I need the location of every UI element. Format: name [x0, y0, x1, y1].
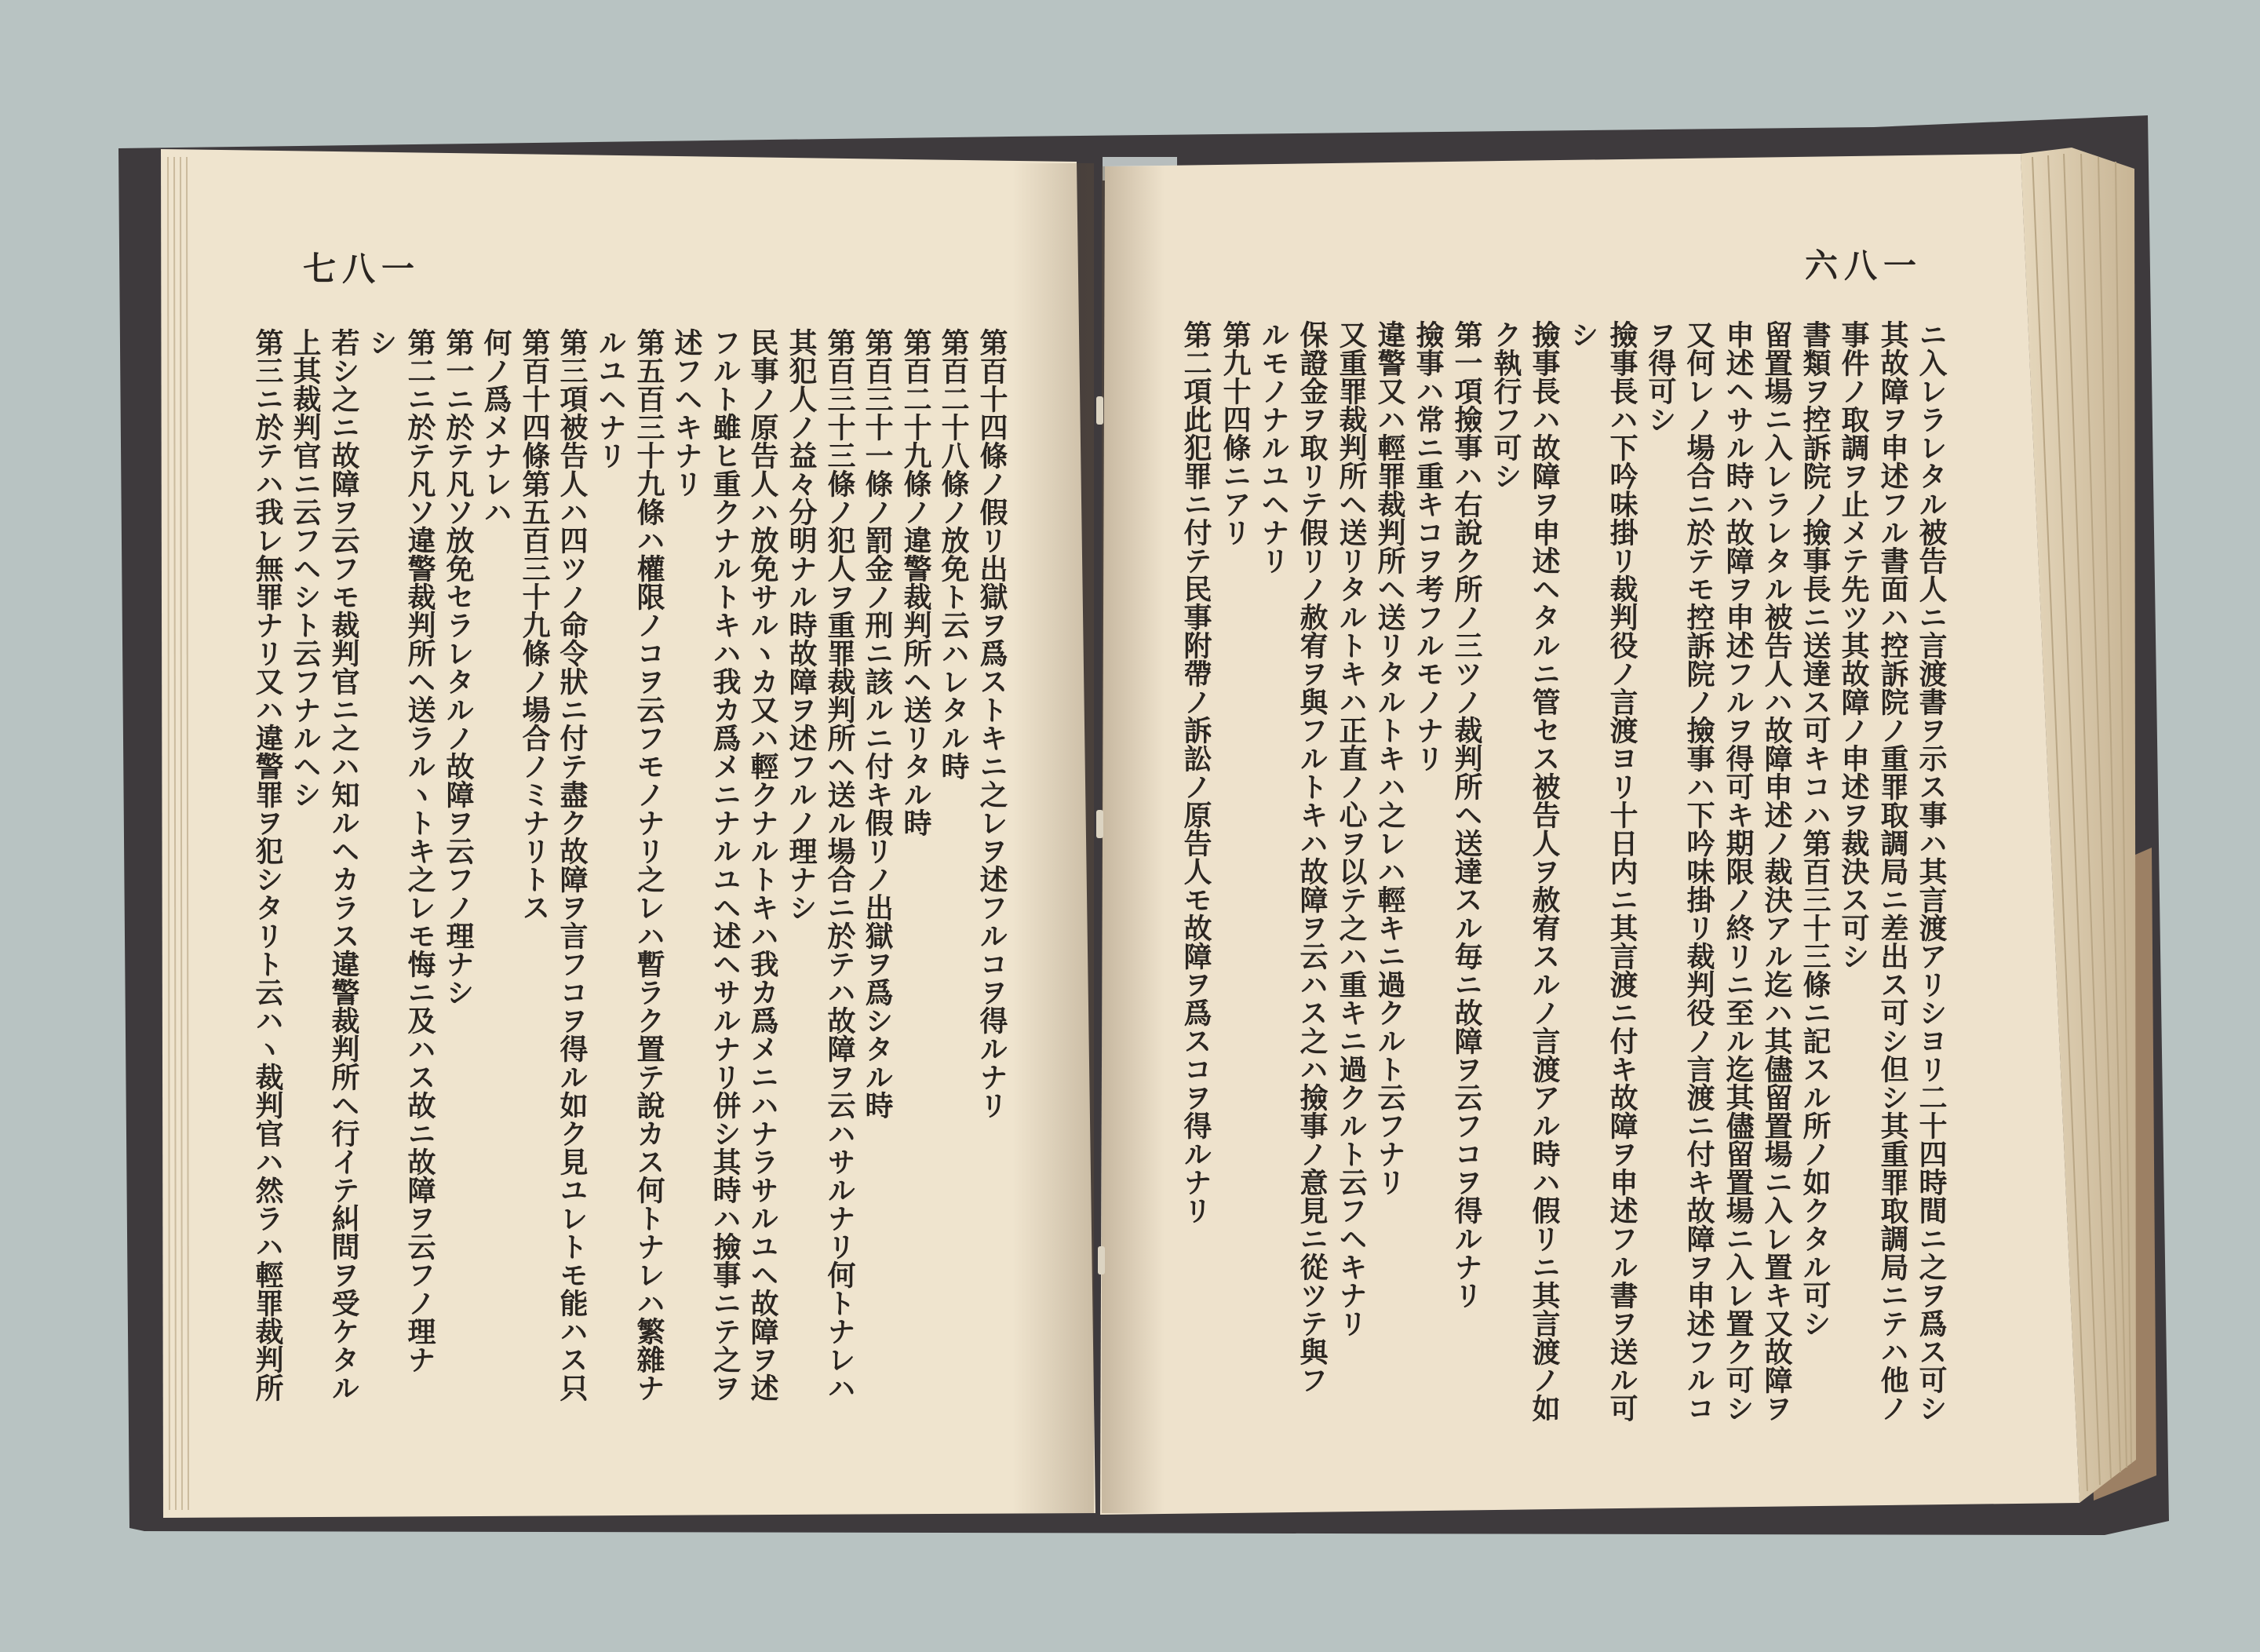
text-column: 上其裁判官ニ云フヘシト云フナルヘシ	[289, 328, 322, 808]
text-column: 撿事長ハ故障ヲ申述ヘタルニ管セス被告人ヲ赦宥スルノ言渡アル時ハ假リニ其言渡ノ如	[1528, 320, 1561, 1422]
text-column: 何ノ爲メナレハ	[479, 328, 512, 526]
text-column: 第二ニ於テ凡ソ違警裁判所ヘ送ラルヽトキ之レモ悔ニ及ハス故ニ故障ヲ云フノ理ナ	[403, 328, 436, 1373]
gutter-shadow-left	[1012, 163, 1094, 1513]
text-column: 第三項被告人ハ四ツノ命令狀ニ付テ盡ク故障ヲ言フコヲ得ル如ク見ユレトモ能ハス只	[556, 328, 589, 1402]
text-column: 述フヘキナリ	[670, 328, 703, 498]
text-column: 第一項撿事ハ右說ク所ノ三ツノ裁判所ヘ送達スル毎ニ故障ヲ云フコヲ得ルナリ	[1450, 320, 1483, 1309]
text-column: 撿事長ハ下吟味掛リ裁判役ノ言渡ヨリ十日内ニ其言渡ニ付キ故障ヲ申述フル書ヲ送ル可	[1606, 320, 1638, 1422]
text-column: 第百二十九條ノ違警裁判所ヘ送リタル時	[899, 328, 932, 837]
text-column: 第二項此犯罪ニ付テ民事附帶ノ訴訟ノ原告人モ故障ヲ爲スコヲ得ルナリ	[1179, 320, 1212, 1224]
text-column: 又重罪裁判所ヘ送リタルトキハ正直ノ心ヲ以テ之ハ重キニ過クルト云フヘキナリ	[1335, 320, 1368, 1337]
text-column: 第百二十八條ノ放免ト云ハレタル時	[937, 328, 970, 780]
text-column: 第百三十三條ノ犯人ヲ重罪裁判所ヘ送ル場合ニ於テハ故障ヲ云ハサルナリ何トナレハ	[823, 328, 856, 1402]
text-column: 其犯人ノ益々分明ナル時故障ヲ述フルノ理ナシ	[785, 328, 818, 921]
binding-stitch	[1096, 396, 1103, 425]
text-column: 事件ノ取調ヲ止メテ先ツ其故障ノ申述ヲ裁決ス可シ	[1837, 320, 1870, 970]
text-column: ルモノナルユヘナリ	[1257, 320, 1290, 574]
text-column: 撿事ハ常ニ重キコヲ考フルモノナリ	[1412, 320, 1445, 772]
text-column: 保證金ヲ取リテ假リノ赦宥ヲ與フルトキハ故障ヲ云ハス之ハ撿事ノ意見ニ從ツテ與フ	[1296, 320, 1329, 1394]
text-column: 其故障ヲ申述フル書面ハ控訴院ノ重罪取調局ニ差出ス可シ但シ其重罪取調局ニテハ他ノ	[1876, 320, 1909, 1422]
text-column: 第五百三十九條ハ權限ノコヲ云フモノナリ之レハ暫ラク置テ說カス何トナレハ繁雜ナ	[632, 328, 665, 1402]
binding-stitch	[1096, 810, 1103, 838]
text-column: 留置場ニ入レラレタル被告人ハ故障申述ノ裁決アル迄ハ其儘留置場ニ入レ置キ又故障ヲ	[1760, 320, 1793, 1422]
text-column: 申述ヘサル時ハ故障ヲ申述フルヲ得可キ期限ノ終リニ至ル迄其儘留置場ニ入レ置ク可シ	[1722, 320, 1755, 1422]
binding-stitch	[1098, 1246, 1105, 1275]
text-column: 第一ニ於テ凡ソ放免セラレタルノ故障ヲ云フノ理ナシ	[442, 328, 475, 1006]
text-column: 違警又ハ輕罪裁判所ヘ送リタルトキハ之レハ輕キニ過クルト云フナリ	[1373, 320, 1406, 1196]
text-column: ク執行フ可シ	[1489, 320, 1522, 490]
text-column: 又何レノ場合ニ於テモ控訴院ノ撿事ハ下吟味掛リ裁判役ノ言渡ニ付キ故障ヲ申述フルコ	[1682, 320, 1715, 1422]
text-column: ヲ得可シ	[1644, 320, 1677, 433]
gutter-shadow-right	[1102, 166, 1165, 1513]
text-column: シ	[1566, 320, 1599, 348]
text-column: ルユヘナリ	[594, 328, 627, 469]
page-number-right: 六八一	[1805, 246, 1923, 285]
text-column: 民事ノ原告人ハ放免サルヽカ又ハ輕クナルトキハ我カ爲メニハナラサルユヘ故障ヲ述	[746, 328, 779, 1402]
text-column: 若シ之ニ故障ヲ云フモ裁判官ニ之ハ知ルヘカラス違警裁判所ヘ行イテ糾問ヲ受ケタル	[327, 328, 360, 1402]
text-column: 第百十四條第五百三十九條ノ場合ノミナリトス	[518, 328, 551, 921]
page-number-left: 七八一	[303, 250, 421, 288]
text-column: シ	[365, 328, 398, 356]
text-column: 第百十四條ノ假リ出獄ヲ爲ストキニ之レヲ述フルコヲ得ルナリ	[975, 328, 1008, 1119]
text-column: 第九十四條ニアリ	[1219, 320, 1252, 546]
text-column: フルト雖ヒ重クナルトキハ我カ爲メニナルユヘ述ヘサルナリ併シ其時ハ撿事ニテ之ヲ	[709, 328, 742, 1402]
text-column: 第三ニ於テハ我レ無罪ナリ又ハ違警罪ヲ犯シタリト云ハヽ裁判官ハ然ラハ輕罪裁判所	[251, 328, 284, 1402]
text-column: ニ入レラレタル被告人ニ言渡書ヲ示ス事ハ其言渡アリシヨリ二十四時間ニ之ヲ爲ス可シ	[1915, 320, 1948, 1422]
text-column: 書類ヲ控訴院ノ撿事長ニ送達ス可キコハ第百三十三條ニ記スル所ノ如クタル可シ	[1799, 320, 1832, 1337]
text-column: 第百三十一條ノ罰金ノ刑ニ該ルニ付キ假リノ出獄ヲ爲シタル時	[861, 328, 894, 1119]
